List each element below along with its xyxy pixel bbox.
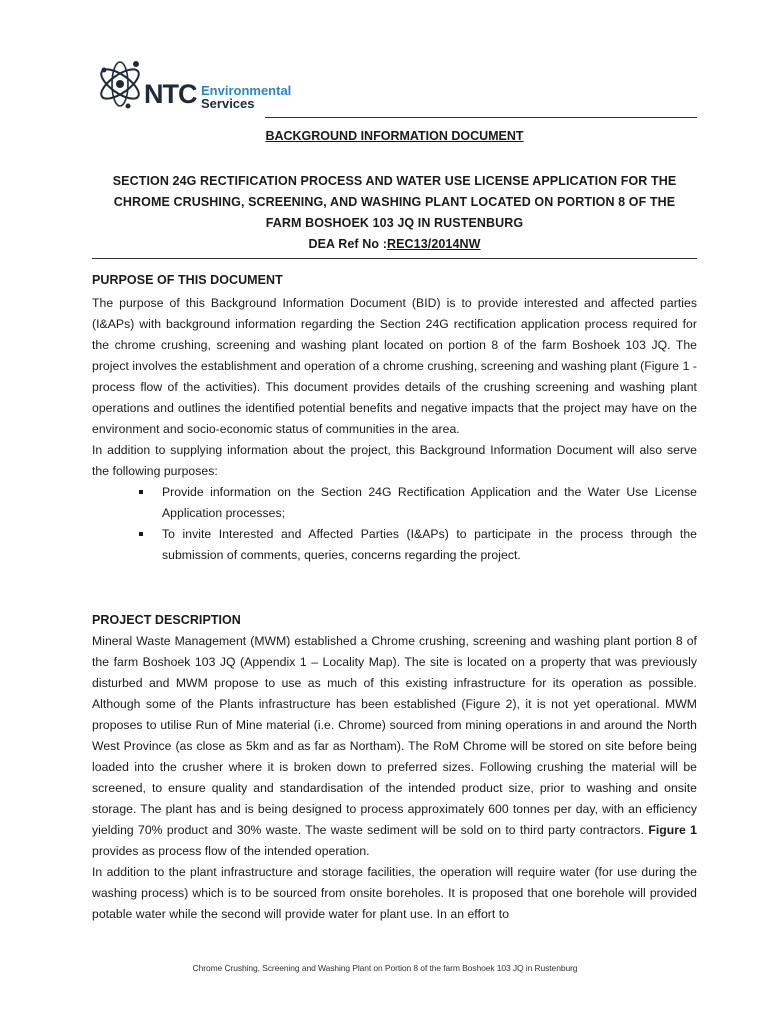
project-paragraph-1-text: Mineral Waste Management (MWM) established a Chrome crushing, screening and washing plant portion 8 of the farm Boshoek 103 JQ (Appendix 1 – Locality Map). The site is located on a property that was previously disturbed and MWM propose to use as much of this existing infrastructure for its operation as possible. Although some of the Plants infrastructure has been established (Figure 2), it is not yet operational. MWM proposes to utilise Run of Mine material (i.e. Chrome) sourced from mining operations in and around the North West Province (as close as 5km and as far as Northam). The RoM Chrome will be stored on site before being loaded into the crusher where it is broken down to preferred sizes. Following crushing the material will be screened, to ensure quality and standardisation of the intended product size, prior to washing and onsite storage. The plant has and is being designed to process approximately 600 tonnes per day, with an efficiency yielding 70% product and 30% waste. The waste sediment will be sold on to third party contractors. (92, 634, 697, 837)
project-heading: PROJECT DESCRIPTION (92, 613, 241, 627)
logo-services-text: Services (201, 96, 255, 111)
atom-icon (92, 48, 152, 112)
purpose-paragraph-2: In addition to supplying information about the project, this Background Information Document will also serve the following purposes: (92, 443, 697, 478)
bullet-icon (139, 532, 143, 536)
purpose-bullet-list (92, 482, 697, 566)
title-line: SECTION 24G RECTIFICATION PROCESS AND WATER USE LICENSE APPLICATION FOR THE (112, 174, 677, 188)
bullet-text: To invite Interested and Affected Parties (I&APs) to participate in the process through the submission of comments, queries, concerns regarding the project. (162, 527, 697, 562)
list-item (92, 524, 697, 566)
page-footer: Chrome Crushing, Screening and Washing Plant on Portion 8 of the farm Boshoek 103 JQ in Rustenburg (192, 963, 578, 973)
ntc-logo (92, 48, 292, 120)
section-divider (92, 258, 697, 259)
project-section (92, 610, 697, 925)
title-line: FARM BOSHOEK 103 JQ IN RUSTENBURG (265, 216, 524, 230)
purpose-paragraph-1: The purpose of this Background Information Document (BID) is to provide interested and affected parties (I&APs) with background information regarding the Section 24G rectification application process required for the chrome crushing, screening and washing plant located on portion 8 of the farm Boshoek 103 JQ. The project involves the establishment and operation of a chrome crushing, screening and washing plant (Figure 1 - process flow of the activities). This document provides details of the crushing screening and washing plant operations and outlines the identified potential benefits and negative impacts that the project may have on the environment and socio-economic status of communities in the area. (92, 296, 697, 436)
dea-ref-label: DEA Ref No : (308, 237, 387, 251)
project-paragraph-1 (92, 631, 697, 862)
logo-brand-text: NTC (144, 79, 197, 109)
logo-environmental-text: Environmental (201, 83, 292, 98)
bullet-text: Provide information on the Section 24G Rectification Application and the Water Use License Application processes; (162, 485, 697, 520)
project-paragraph-2: In addition to the plant infrastructure and storage facilities, the operation will require water (for use during the washing process) which is to be sourced from onsite boreholes. It is proposed that one borehole will provided potable water while the second will provide water for plant use. In an effort to (92, 865, 697, 921)
list-item (92, 482, 697, 524)
header-divider (265, 117, 697, 118)
purpose-heading: PURPOSE OF THIS DOCUMENT (92, 273, 283, 287)
project-paragraph-1-tail: provides as process flow of the intended operation. (92, 844, 370, 858)
bullet-icon (139, 490, 143, 494)
dea-reference (92, 234, 697, 255)
dea-ref-value: REC13/2014NW (386, 237, 481, 251)
document-heading: BACKGROUND INFORMATION DOCUMENT (265, 129, 524, 143)
title-line: CHROME CRUSHING, SCREENING, AND WASHING PLANT LOCATED ON PORTION 8 OF THE (113, 195, 676, 209)
document-title (92, 171, 697, 255)
figure-1-reference: Figure 1 (648, 823, 697, 837)
purpose-section (92, 270, 697, 566)
